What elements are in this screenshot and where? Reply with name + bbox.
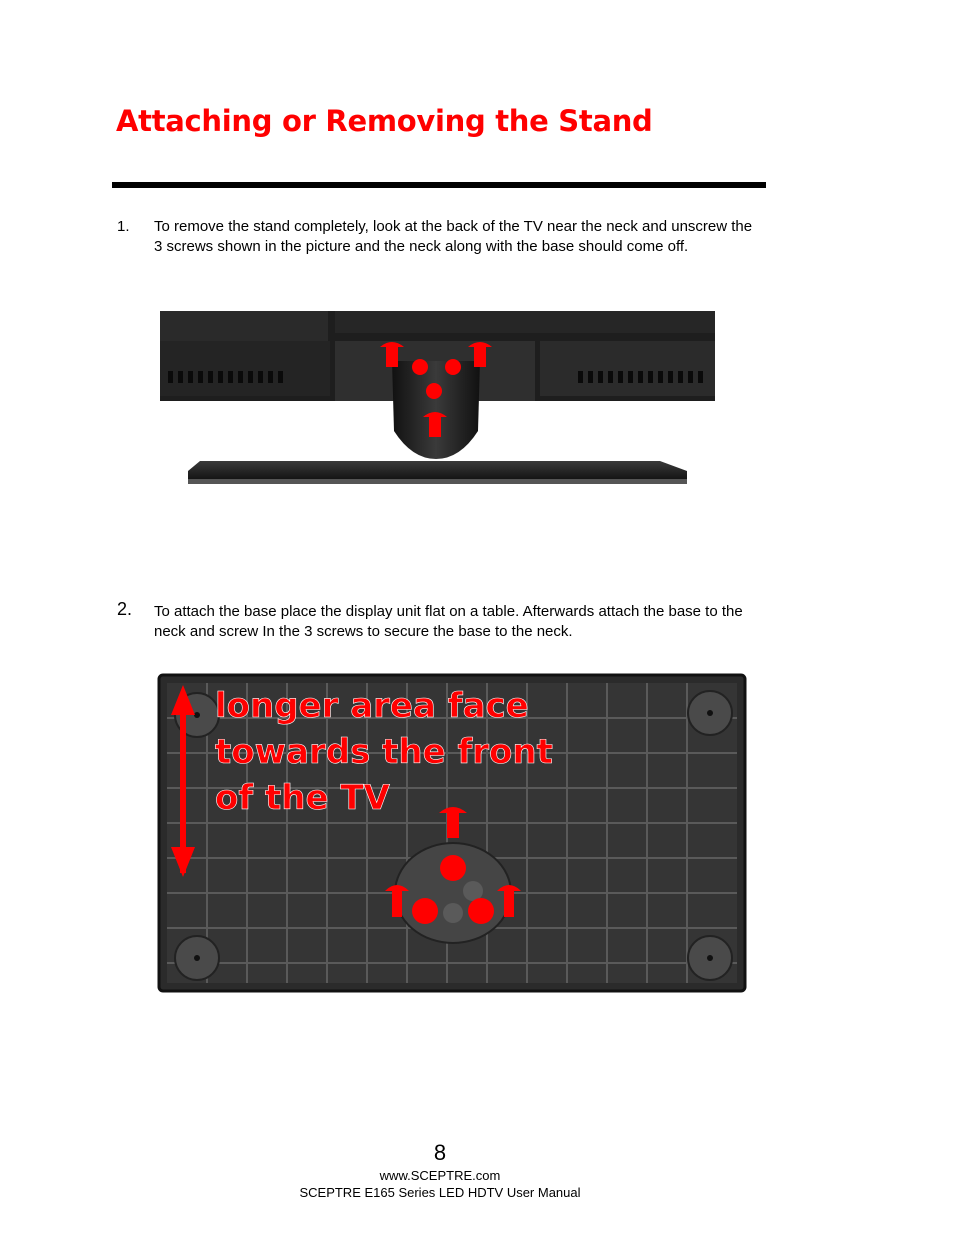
caption-line-2: towards the front [215, 732, 553, 772]
stand-base-underside-photo [157, 673, 747, 993]
title-divider [112, 182, 766, 188]
page-title: Attaching or Removing the Stand [116, 104, 653, 138]
step-2-text: To attach the base place the display unit flat on a table. Afterwards attach the base to the neck and screw In the 3 screws to secure the base to the neck. [154, 603, 743, 640]
footer-manual-title: SCEPTRE E165 Series LED HDTV User Manual [299, 1185, 581, 1200]
footer-url: www.SCEPTRE.com [379, 1168, 501, 1183]
caption-line-3: of the TV [215, 778, 390, 818]
step-2-number: 2. [117, 599, 133, 619]
step-1-number: 1. [117, 218, 130, 235]
step-1-text: To remove the stand completely, look at the back of the TV near the neck and unscrew the 3 screws shown in the picture and the neck along with the base should come off. [154, 218, 753, 255]
tv-neck-rear-photo [160, 311, 715, 486]
page-number: 8 [433, 1140, 447, 1165]
caption-line-1: longer area face [215, 686, 529, 726]
